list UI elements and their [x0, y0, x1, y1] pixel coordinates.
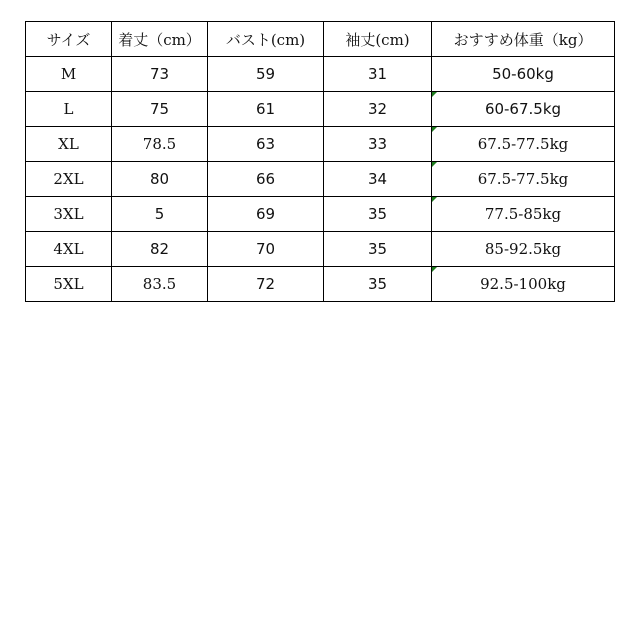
cell-length: 73: [112, 57, 208, 92]
table-row: [26, 127, 615, 162]
cell-sleeve: 35: [324, 232, 432, 267]
cell-size: L: [26, 92, 112, 127]
cell-weight-text: 60-67.5kg: [484, 100, 562, 118]
header-sleeve: 袖丈(cm): [324, 22, 432, 57]
cell-size: XL: [26, 127, 112, 162]
cell-bust: 70: [208, 232, 324, 267]
table-header-row: [26, 22, 615, 57]
cell-bust: 63: [208, 127, 324, 162]
cell-size: M: [26, 57, 112, 92]
cell-weight: [432, 162, 615, 197]
cell-weight-text: 67.5-77.5kg: [477, 170, 569, 188]
size-chart-table: [25, 21, 615, 302]
cell-bust: 69: [208, 197, 324, 232]
cell-flag-marker: [432, 127, 437, 132]
cell-length: 78.5: [112, 127, 208, 162]
header-weight: おすすめ体重（kg）: [432, 22, 615, 57]
cell-weight: 85-92.5kg: [432, 232, 615, 267]
cell-bust: 61: [208, 92, 324, 127]
cell-flag-marker: [432, 162, 437, 167]
cell-weight: [432, 92, 615, 127]
cell-weight: [432, 267, 615, 302]
cell-length: 75: [112, 92, 208, 127]
header-size: サイズ: [26, 22, 112, 57]
cell-weight-text: 77.5-85kg: [484, 205, 562, 223]
table-row: [26, 92, 615, 127]
header-bust: バスト(cm): [208, 22, 324, 57]
cell-sleeve: 35: [324, 197, 432, 232]
cell-length: 5: [112, 197, 208, 232]
cell-size: 5XL: [26, 267, 112, 302]
cell-weight-text: 92.5-100kg: [480, 275, 566, 293]
table-row: [26, 162, 615, 197]
cell-sleeve: 33: [324, 127, 432, 162]
cell-flag-marker: [432, 197, 437, 202]
header-length: 着丈（cm）: [112, 22, 208, 57]
table-row: [26, 232, 615, 267]
cell-length: 80: [112, 162, 208, 197]
cell-weight: 50-60kg: [432, 57, 615, 92]
cell-size: 2XL: [26, 162, 112, 197]
cell-length: 83.5: [112, 267, 208, 302]
cell-size: 3XL: [26, 197, 112, 232]
cell-weight-text: 67.5-77.5kg: [477, 135, 569, 153]
cell-flag-marker: [432, 267, 437, 272]
cell-bust: 59: [208, 57, 324, 92]
cell-sleeve: 32: [324, 92, 432, 127]
cell-weight: [432, 127, 615, 162]
cell-bust: 72: [208, 267, 324, 302]
cell-bust: 66: [208, 162, 324, 197]
cell-flag-marker: [432, 92, 437, 97]
table-row: [26, 57, 615, 92]
cell-size: 4XL: [26, 232, 112, 267]
table-row: [26, 197, 615, 232]
cell-sleeve: 34: [324, 162, 432, 197]
cell-weight: [432, 197, 615, 232]
cell-sleeve: 31: [324, 57, 432, 92]
table-row: [26, 267, 615, 302]
cell-sleeve: 35: [324, 267, 432, 302]
cell-length: 82: [112, 232, 208, 267]
